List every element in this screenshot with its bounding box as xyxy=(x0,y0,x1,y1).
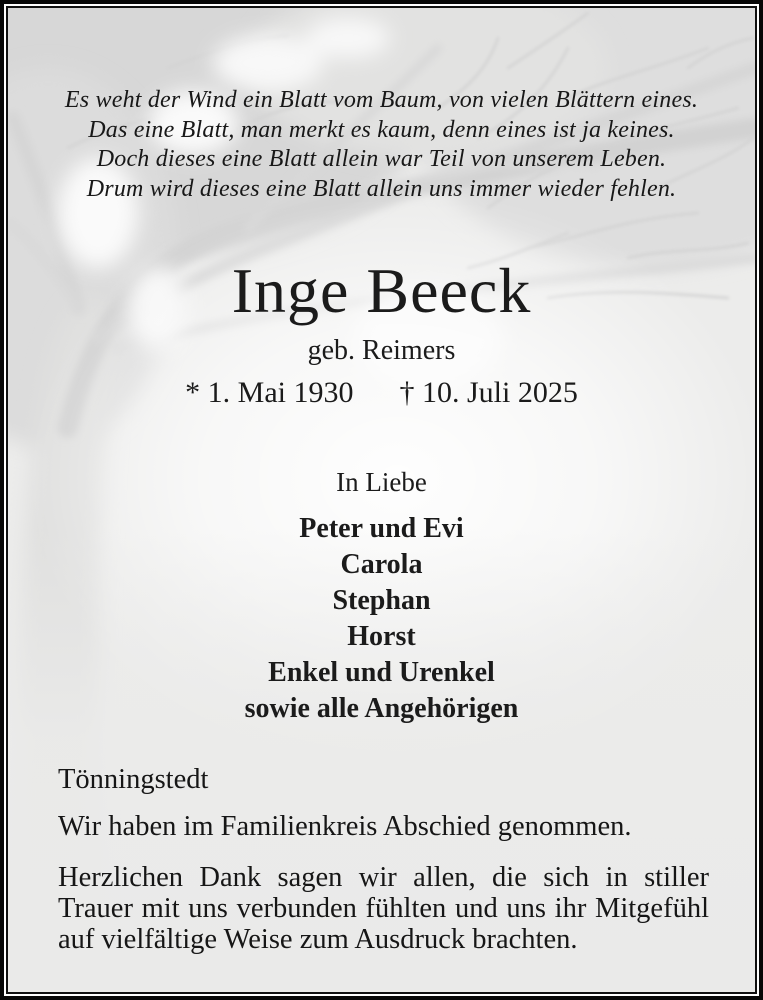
frame-white-gap xyxy=(4,4,759,996)
closing-section xyxy=(58,764,709,955)
mourners-list xyxy=(8,511,755,727)
farewell-line: Wir haben im Familienkreis Abschied genommen. xyxy=(58,811,632,842)
mourner-name: Carola xyxy=(340,549,423,580)
memorial-poem xyxy=(8,86,755,204)
maiden-name: geb. Reimers xyxy=(307,335,456,366)
mourning-intro: In Liebe xyxy=(336,467,427,497)
thanks-paragraph: Herzlichen Dank sagen wir allen, die sich in stiller Trauer mit uns verbunden fühlten und uns ihr Mitgefühl auf vielfältige Weise zum Ausdruck brachten. xyxy=(58,862,709,955)
poem-line: Das eine Blatt, man merkt es kaum, denn eines ist ja keines. xyxy=(88,116,675,143)
mourner-name: sowie alle Angehörigen xyxy=(244,693,519,724)
poem-line: Drum wird dieses eine Blatt allein uns immer wieder fehlen. xyxy=(86,175,677,202)
notice-content xyxy=(6,6,757,994)
mourner-name: Enkel und Urenkel xyxy=(268,657,495,688)
poem-line: Es weht der Wind ein Blatt vom Baum, von vielen Blättern eines. xyxy=(64,87,699,113)
mourner-name: Peter und Evi xyxy=(299,513,464,544)
poem-line: Doch dieses eine Blatt allein war Teil von unserem Leben. xyxy=(96,146,667,172)
location-line: Tönningstedt xyxy=(58,764,209,795)
life-dates xyxy=(8,376,755,410)
mourner-name: Stephan xyxy=(332,585,431,616)
death-date: † 10. Juli 2025 xyxy=(399,376,578,409)
birth-date: * 1. Mai 1930 xyxy=(185,376,354,409)
deceased-name: Inge Beeck xyxy=(231,255,532,326)
mourner-name: Horst xyxy=(347,621,416,652)
